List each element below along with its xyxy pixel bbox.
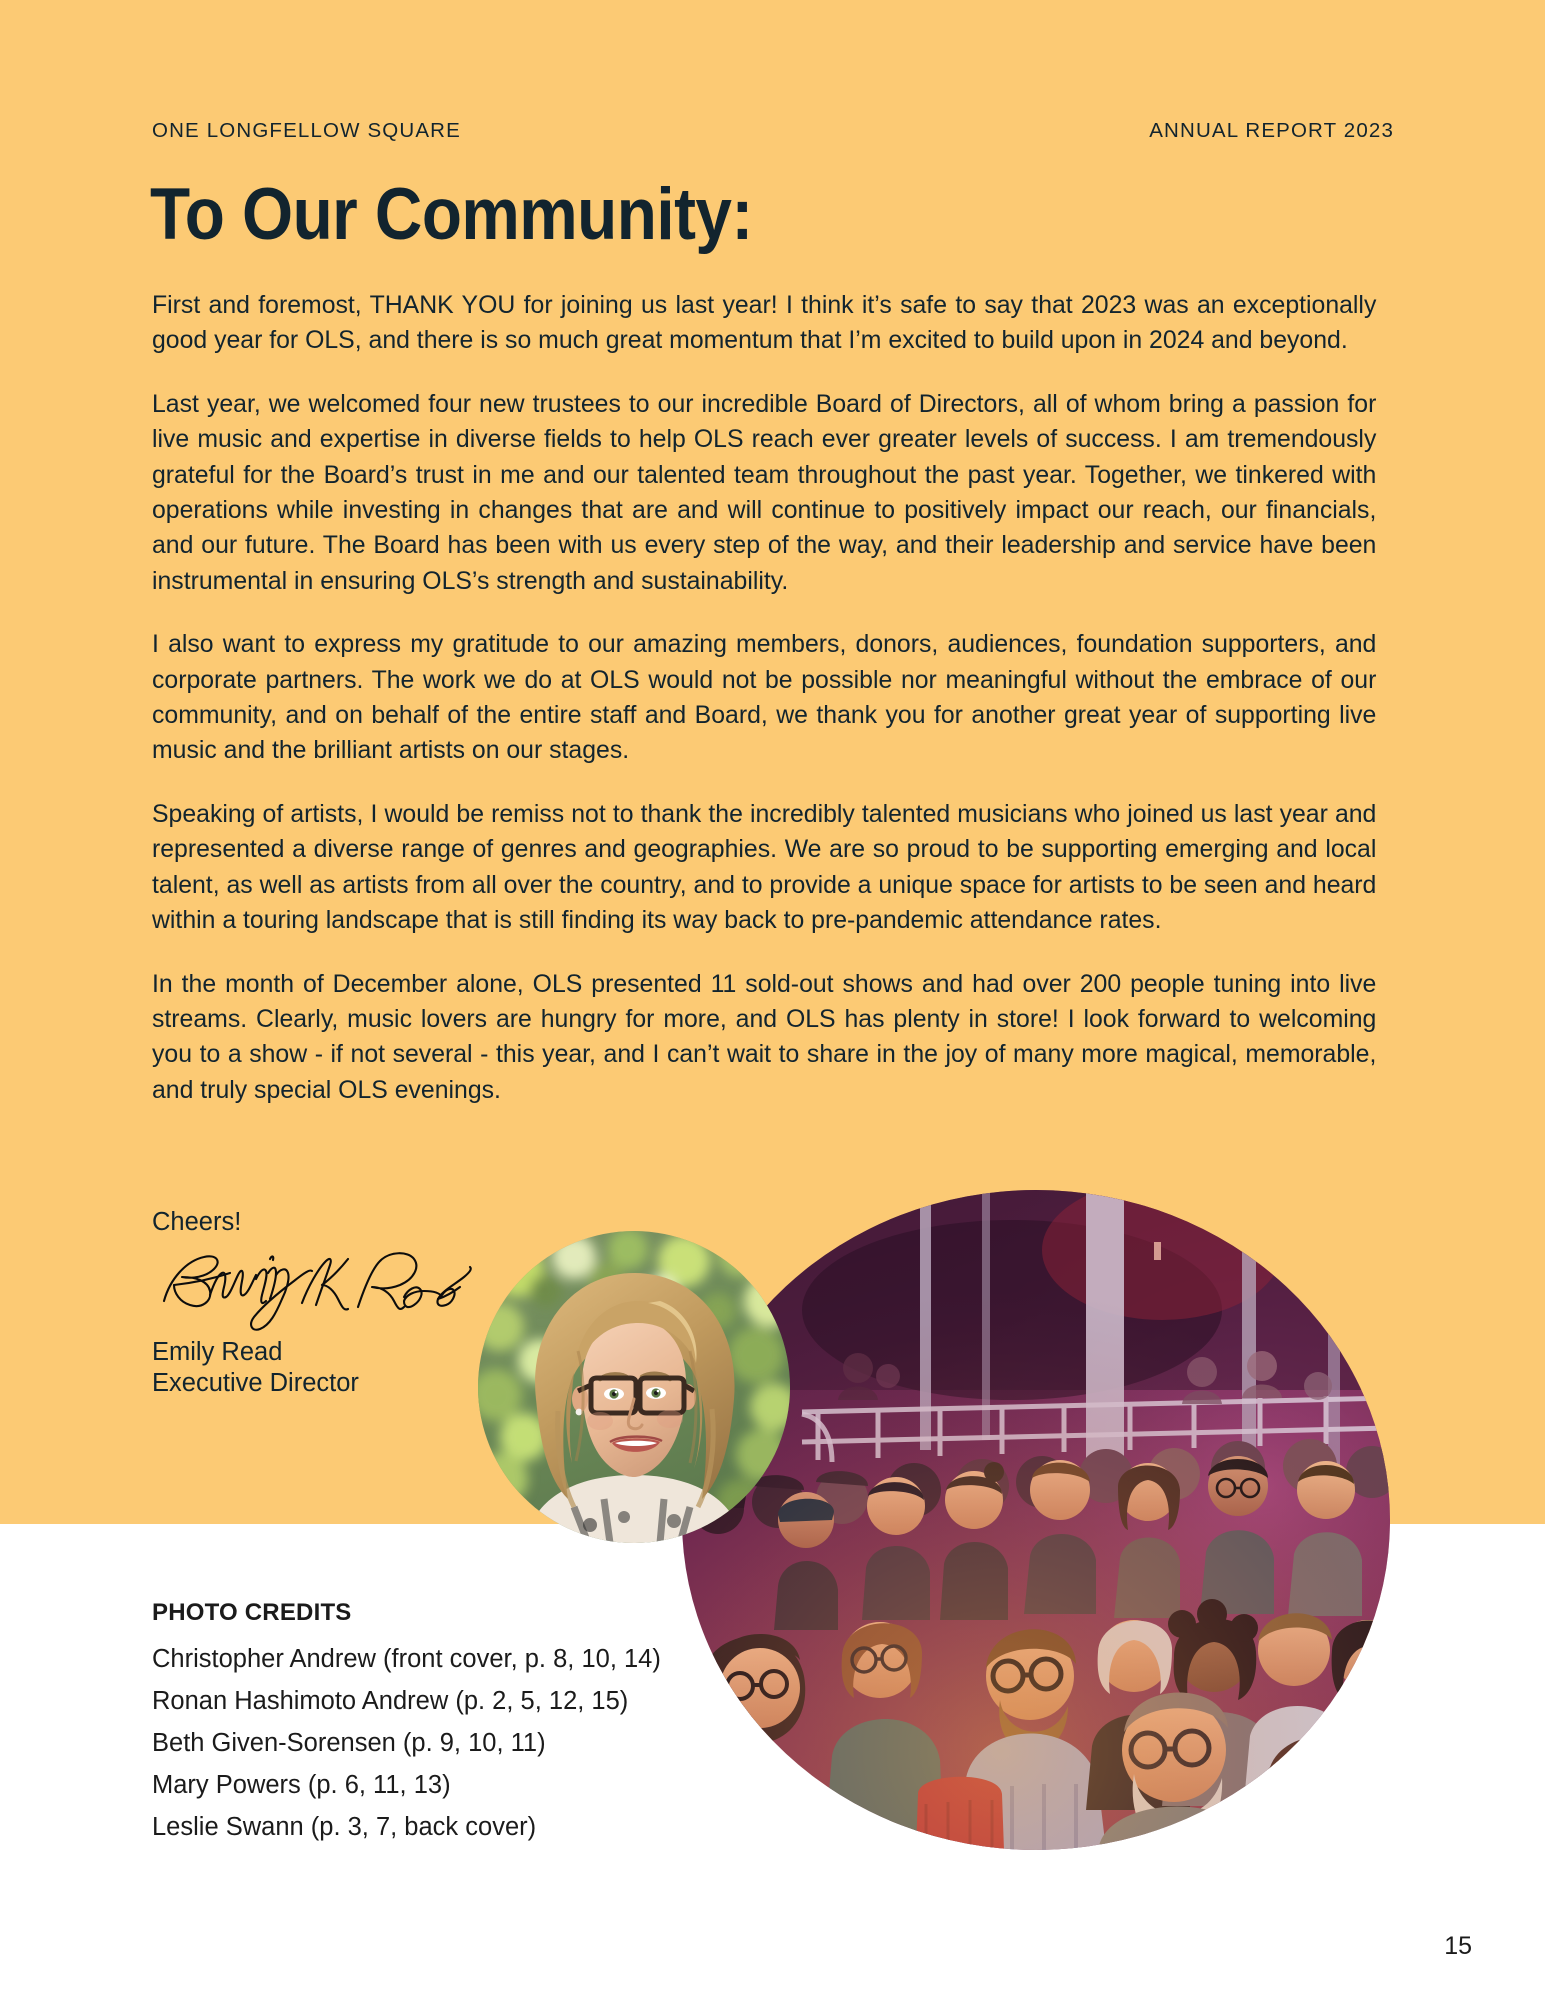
executive-director-headshot xyxy=(478,1231,790,1543)
letter-paragraph: In the month of December alone, OLS presented 11 sold-out shows and had over 200 people tuning into live streams. Clearly, music lovers are hungry for more, and OLS has plenty in store! I look forward to welcoming you to a show - if not several - this year, and I can’t wait to share in the joy of many more magical, memorable, and truly special OLS evenings. xyxy=(152,969,1377,1104)
page-number: 15 xyxy=(1444,1932,1472,1960)
letter-paragraph: First and foremost, THANK YOU for joining us last year! I think it’s safe to say that 2023 was an exceptionally good year for OLS, and there is so much great momentum that I’m excited to build upon in 2024 and beyond. xyxy=(152,291,1377,355)
letter-paragraph: Last year, we welcomed four new trustees to our incredible Board of Directors, all of whom bring a passion for live music and expertise in diverse fields to help OLS reach ever greater levels of success. I am tremendously grateful for the Board’s trust in me and our talented team throughout the past year. Together, we tinkered with operations while investing in changes that are and will continue to positively impact our reach, our financials, and our future. The Board has been with us every step of the way, and their leadership and service have been instrumental in ensuring OLS’s strength and sustainability. xyxy=(152,389,1377,595)
letter-paragraph: Speaking of artists, I would be remiss not to thank the incredibly talented musicians who joined us last year and represented a diverse range of genres and geographies. We are so proud to be supporting emerging and local talent, as well as artists from all over the country, and to provide a unique space for artists to be seen and heard within a touring landscape that is still finding its way back to pre-pandemic attendance rates. xyxy=(152,799,1377,935)
photo-credit-line: Ronan Hashimoto Andrew (p. 2, 5, 12, 15) xyxy=(152,1687,629,1715)
letter-paragraph: I also want to express my gratitude to our amazing members, donors, audiences, foundation supporters, and corporate partners. The work we do at OLS would not be possible nor meaningful without the embrace of our community, and on behalf of the entire staff and Board, we thank you for another great year of supporting live music and the brilliant artists on our stages. xyxy=(152,630,1377,765)
page-title: To Our Community: xyxy=(150,174,753,255)
photo-credits-title: PHOTO CREDITS xyxy=(152,1599,352,1626)
closing-salutation: Cheers! xyxy=(152,1208,242,1236)
photo-credits xyxy=(152,1598,792,1848)
photo-credit-line: Beth Given-Sorensen (p. 9, 10, 11) xyxy=(152,1729,546,1757)
organization-name: ONE LONGFELLOW SQUARE xyxy=(152,119,461,142)
photo-credit-line: Christopher Andrew (front cover, p. 8, 10, 14) xyxy=(152,1645,661,1673)
signer-name: Emily Read xyxy=(152,1338,283,1366)
photo-credit-line: Leslie Swann (p. 3, 7, back cover) xyxy=(152,1813,537,1841)
page-header xyxy=(152,117,1394,145)
signature-image xyxy=(152,1243,472,1335)
signer-role: Executive Director xyxy=(152,1369,359,1397)
report-title-label: ANNUAL REPORT 2023 xyxy=(1149,119,1394,142)
photo-credit-line: Mary Powers (p. 6, 11, 13) xyxy=(152,1771,451,1799)
letter-body xyxy=(152,288,1395,1108)
